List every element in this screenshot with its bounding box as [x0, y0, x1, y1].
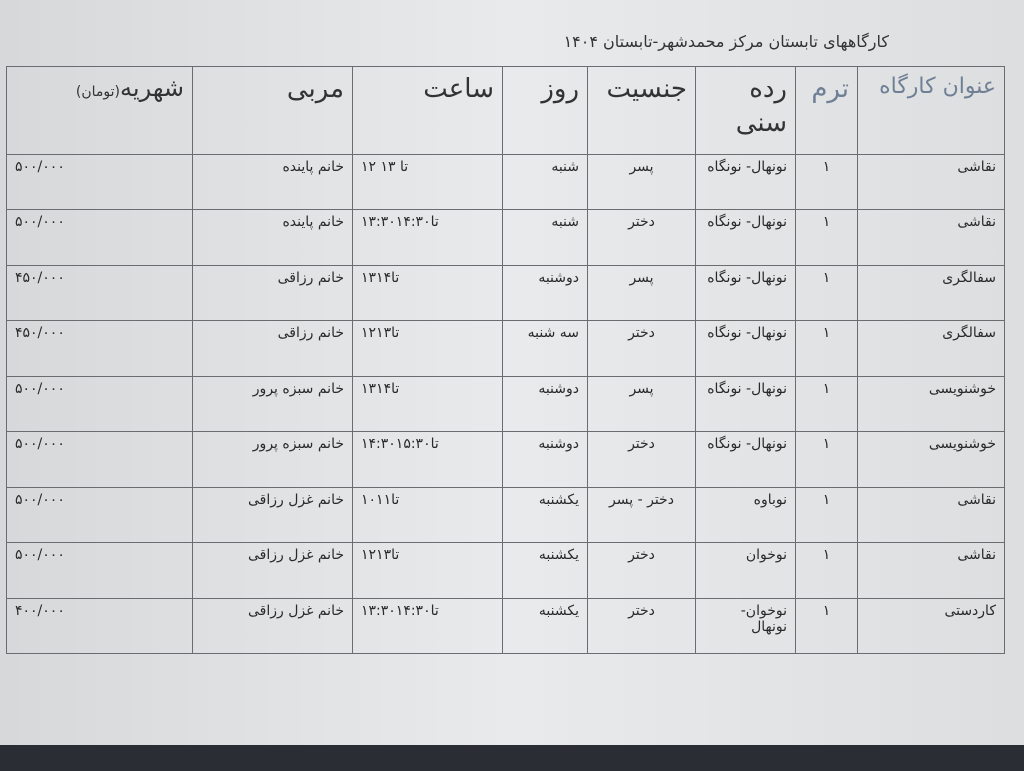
cell-instructor: خانم رزاقی [193, 321, 353, 376]
cell-title: سفالگری [858, 265, 1005, 320]
header-time: ساعت [353, 67, 503, 155]
cell-term: ۱ [796, 155, 858, 210]
cell-title: نقاشی [858, 487, 1005, 542]
header-title: عنوان کارگاه [858, 67, 1005, 155]
cell-day: دوشنبه [503, 265, 588, 320]
cell-time: ۱۴:۳۰تا۱۵:۳۰ [353, 432, 503, 487]
cell-term: ۱ [796, 321, 858, 376]
cell-day: شنبه [503, 155, 588, 210]
cell-term: ۱ [796, 210, 858, 265]
cell-instructor: خانم غزل رزاقی [193, 598, 353, 654]
header-day: روز [503, 67, 588, 155]
cell-title: خوشنویسی [858, 376, 1005, 431]
cell-fee: ۴۰۰/۰۰۰ [7, 598, 193, 654]
cell-day: دوشنبه [503, 432, 588, 487]
cell-term: ۱ [796, 543, 858, 598]
cell-gender: دختر [588, 321, 696, 376]
cell-fee: ۵۰۰/۰۰۰ [7, 376, 193, 431]
cell-day: دوشنبه [503, 376, 588, 431]
cell-age-group: نونهال- نونگاه [696, 376, 796, 431]
cell-time: ۱۳تا۱۴ [353, 376, 503, 431]
table-row [7, 155, 1005, 210]
table-row [7, 376, 1005, 431]
cell-time: ۱۳تا۱۴ [353, 265, 503, 320]
cell-time: ۱۲ تا ۱۳ [353, 155, 503, 210]
cell-age-group: نونهال- نونگاه [696, 155, 796, 210]
cell-fee: ۵۰۰/۰۰۰ [7, 543, 193, 598]
cell-day: یکشنبه [503, 487, 588, 542]
cell-term: ۱ [796, 376, 858, 431]
header-gender: جنسیت [588, 67, 696, 155]
cell-gender: پسر [588, 376, 696, 431]
cell-fee: ۴۵۰/۰۰۰ [7, 321, 193, 376]
table-body [7, 155, 1005, 654]
cell-time: ۱۳:۳۰تا۱۴:۳۰ [353, 210, 503, 265]
cell-age-group: نوباوه [696, 487, 796, 542]
cell-age-group: نونهال- نونگاه [696, 265, 796, 320]
workshops-table [6, 66, 1005, 654]
table-row [7, 487, 1005, 542]
cell-title: سفالگری [858, 321, 1005, 376]
cell-fee: ۵۰۰/۰۰۰ [7, 432, 193, 487]
cell-day: شنبه [503, 210, 588, 265]
cell-gender: دختر [588, 598, 696, 654]
cell-term: ۱ [796, 487, 858, 542]
table-row [7, 432, 1005, 487]
cell-age-group: نونهال- نونگاه [696, 432, 796, 487]
cell-age-group: نوخوان- نونهال [696, 598, 796, 654]
cell-instructor: خانم پاینده [193, 210, 353, 265]
cell-fee: ۵۰۰/۰۰۰ [7, 155, 193, 210]
table-row [7, 598, 1005, 654]
cell-instructor: خانم غزل رزاقی [193, 487, 353, 542]
cell-day: یکشنبه [503, 598, 588, 654]
cell-gender: پسر [588, 155, 696, 210]
cell-title: نقاشی [858, 543, 1005, 598]
cell-gender: پسر [588, 265, 696, 320]
cell-title: نقاشی [858, 155, 1005, 210]
cell-instructor: خانم پاینده [193, 155, 353, 210]
cell-fee: ۵۰۰/۰۰۰ [7, 487, 193, 542]
cell-day: یکشنبه [503, 543, 588, 598]
cell-fee: ۵۰۰/۰۰۰ [7, 210, 193, 265]
cell-time: ۱۳:۳۰تا۱۴:۳۰ [353, 598, 503, 654]
header-age-group: رده سنی [696, 67, 796, 155]
cell-instructor: خانم سبزه پرور [193, 376, 353, 431]
cell-gender: دختر [588, 543, 696, 598]
cell-time: ۱۲تا۱۳ [353, 543, 503, 598]
cell-title: نقاشی [858, 210, 1005, 265]
cell-age-group: نونهال- نونگاه [696, 210, 796, 265]
cell-title: کاردستی [858, 598, 1005, 654]
table-row [7, 265, 1005, 320]
cell-title: خوشنویسی [858, 432, 1005, 487]
cell-day: سه شنبه [503, 321, 588, 376]
header-term: ترم [796, 67, 858, 155]
cell-term: ۱ [796, 265, 858, 320]
cell-gender: دختر - پسر [588, 487, 696, 542]
header-fee-label: شهریه [120, 74, 184, 102]
cell-fee: ۴۵۰/۰۰۰ [7, 265, 193, 320]
header-fee-unit: (تومان) [75, 84, 121, 100]
cell-instructor: خانم غزل رزاقی [193, 543, 353, 598]
cell-term: ۱ [796, 598, 858, 654]
table-row [7, 543, 1005, 598]
cell-instructor: خانم رزاقی [193, 265, 353, 320]
page-title: کارگاههای تابستان مرکز محمدشهر-تابستان ۱۴۰۴ [563, 32, 889, 51]
cell-instructor: خانم سبزه پرور [193, 432, 353, 487]
cell-age-group: نوخوان [696, 543, 796, 598]
cell-gender: دختر [588, 210, 696, 265]
header-fee [7, 67, 193, 155]
bottom-bar [0, 745, 1024, 771]
cell-gender: دختر [588, 432, 696, 487]
cell-time: ۱۰تا۱۱ [353, 487, 503, 542]
table-row [7, 210, 1005, 265]
cell-term: ۱ [796, 432, 858, 487]
cell-time: ۱۲تا۱۳ [353, 321, 503, 376]
table-row [7, 321, 1005, 376]
table-header-row [7, 67, 1005, 155]
header-instructor: مربی [193, 67, 353, 155]
cell-age-group: نونهال- نونگاه [696, 321, 796, 376]
